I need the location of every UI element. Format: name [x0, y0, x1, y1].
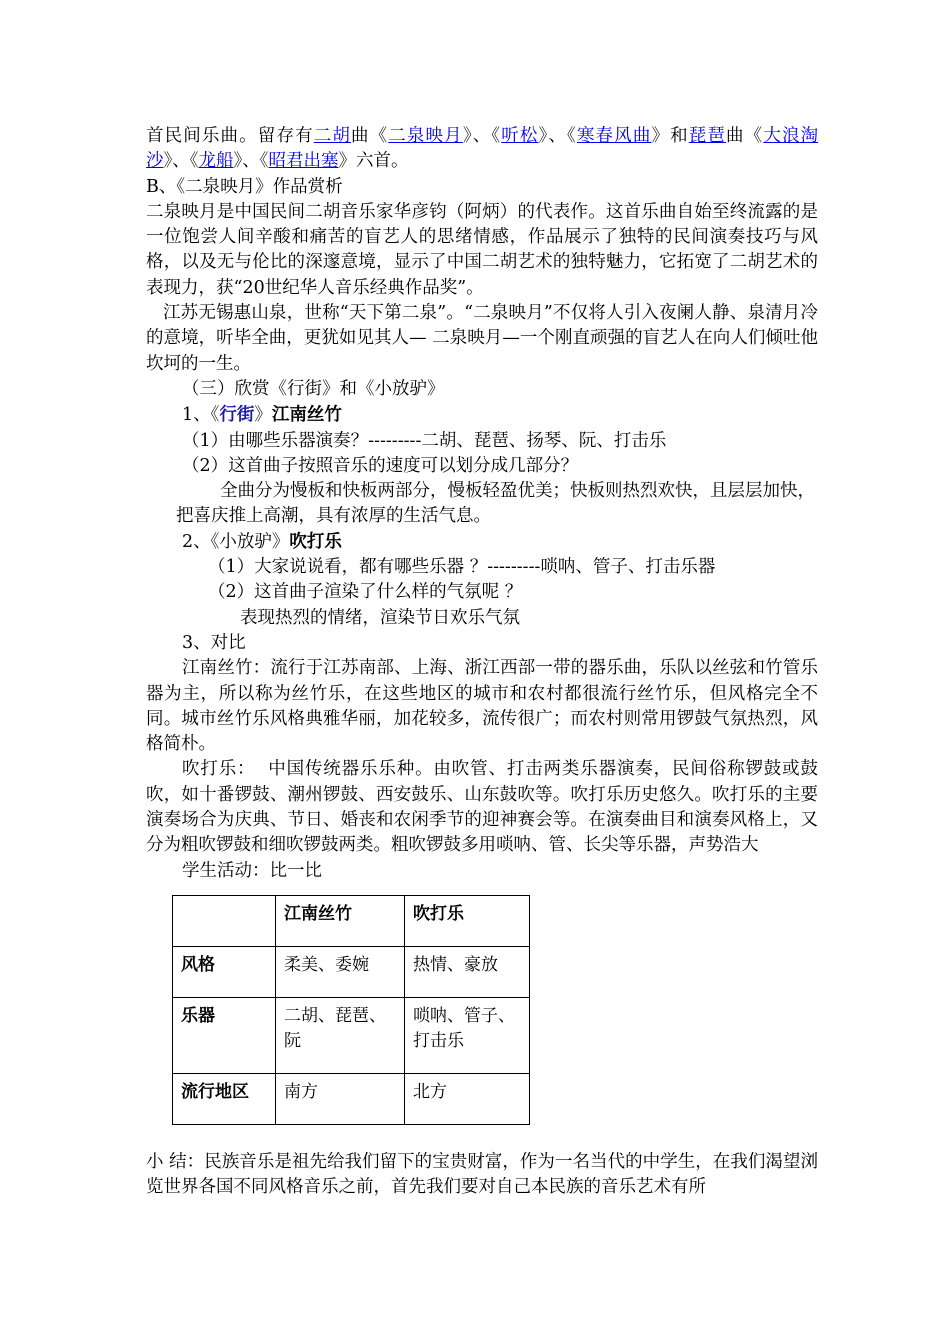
table-cell: 二胡、琵琶、阮 — [276, 998, 405, 1074]
section-b-heading: B、《二泉映月》作品赏析 — [146, 176, 343, 197]
summary-paragraph: 小 结：民族音乐是祖先给我们留下的宝贵财富，作为一名当代的中学生，在我们渴望浏览世界各国不同风格音乐之前，首先我们要对自己本民族的音乐艺术有所 — [146, 1152, 818, 1198]
table-cell: 热情、豪放 — [405, 947, 530, 998]
answer-2: 全曲分为慢板和快板两部分，慢板轻盈优美；快板则热烈欢快，且层层加快，把喜庆推上高潮，具有浓厚的生活气息。 — [176, 481, 815, 527]
paragraph-erquan-meaning: 江苏无锡惠山泉，世称“天下第二泉”。“二泉映月”不仅将人引入夜阑人静、泉清月冷的意境，听毕全曲，更犹如见其人— 二泉映月—一个刚直顽强的盲艺人在向人们倾吐他坎坷的一生。 — [146, 303, 818, 374]
paragraph-jiangnan-sizhu: 江南丝竹：流行于江苏南部、上海、浙江西部一带的器乐曲，乐队以丝弦和竹管乐器为主，所以称为丝竹乐，在这些地区的城市和农村都很流行丝竹乐，但风格完全不同。城市丝竹乐风格典雅华丽，加花较多，流传很广；而农村则常用锣鼓气氛热烈，风格简朴。 — [146, 658, 818, 755]
link-zhaojun-chusai[interactable]: 昭君出塞 — [268, 151, 339, 172]
paragraph-pieces-list — [146, 124, 818, 175]
link-longchuan[interactable]: 龙船 — [198, 151, 234, 172]
table-cell: 流行地区 — [173, 1074, 276, 1125]
text-run: 》、《 — [233, 151, 269, 172]
table-cell: 北方 — [405, 1074, 530, 1125]
text-run: 曲《 — [351, 126, 389, 146]
text-run: 首民间乐曲。留存有 — [146, 126, 314, 146]
text-run: 》、《 — [538, 126, 577, 146]
text-run: 》、《 — [163, 151, 199, 172]
item-3-heading: 3、对比 — [182, 632, 246, 653]
comparison-table — [172, 895, 530, 1125]
text-run: 曲《 — [726, 126, 764, 146]
item-2-title: 2、《小放驴》 — [182, 531, 290, 552]
link-erhu[interactable]: 二胡 — [313, 126, 351, 146]
table-cell: 风格 — [173, 947, 276, 998]
student-activity: 学生活动：比一比 — [182, 860, 322, 881]
link-hanchun-fengqu[interactable]: 寒春风曲 — [576, 126, 652, 146]
text-run: 》、《 — [462, 126, 502, 146]
text-run: 》六首。 — [338, 151, 409, 172]
table-cell: 柔美、委婉 — [276, 947, 405, 998]
paragraph-chuida: 吹打乐： 中国传统器乐乐种。由吹管、打击两类乐器演奏，民间俗称锣鼓或鼓吹，如十番锣鼓、潮州锣鼓、西安鼓乐、山东鼓吹等。吹打乐历史悠久。吹打乐的主要演奏场合为庆典、节日、婚丧和农闲季节的迎神赛会等。在演奏曲目和演奏风格上，又分为粗吹锣鼓和细吹锣鼓两类。粗吹锣鼓多用唢呐、管、长尖等乐器，声势浩大 — [146, 759, 818, 856]
item-2-genre: 吹打乐 — [289, 531, 342, 552]
paragraph-erquan-intro: 二泉映月是中国民间二胡音乐家华彦钧（阿炳）的代表作。这首乐曲自始至终流露的是一位饱尝人间辛酸和痛苦的盲艺人的思绪情感，作品展示了独特的民间演奏技巧与风格，以及无与伦比的深邃意境，显示了中国二胡艺术的独特魅力，它拓宽了二胡艺术的表现力，获“20世纪华人音乐经典作品奖”。 — [146, 201, 818, 298]
table-row — [173, 1074, 530, 1125]
table-header-cell: 江南丝竹 — [276, 896, 405, 947]
item-1-heading — [146, 403, 818, 428]
item-1-bracket: 》 — [254, 405, 272, 426]
summary-block — [146, 1150, 818, 1201]
table-row — [173, 998, 530, 1074]
table-header-cell — [173, 896, 276, 947]
link-tingsong[interactable]: 听松 — [501, 126, 539, 146]
link-erquan-yingyue[interactable]: 二泉映月 — [388, 126, 463, 146]
table-row — [173, 947, 530, 998]
item-1-number: 1、《 — [182, 405, 220, 426]
question-3: （1）大家说说看，都有哪些乐器 ？---------唢呐、管子、打击乐器 — [208, 557, 716, 578]
question-4: （2）这首曲子渲染了什么样的气氛呢 ？ — [208, 582, 523, 603]
answer-4: 表现热烈的情绪，渲染节日欢乐气氛 — [240, 607, 520, 628]
table-cell: 乐器 — [173, 998, 276, 1074]
document-body — [146, 124, 818, 884]
item-1-title: 行街 — [219, 405, 255, 426]
section-3-heading: （三）欣赏《行街》和《小放驴》 — [182, 378, 445, 399]
question-2: （2）这首曲子按照音乐的速度可以划分成几部分？ — [182, 455, 579, 476]
question-1: （1）由哪些乐器演奏？---------二胡、琵琶、扬琴、阮、打击乐 — [182, 430, 667, 451]
table-header-cell: 吹打乐 — [405, 896, 530, 947]
text-run: 》和 — [651, 126, 689, 146]
link-dalang-taosha[interactable]: 大浪淘沙 — [146, 126, 819, 172]
table-cell: 南方 — [276, 1074, 405, 1125]
table-header-row — [173, 896, 530, 947]
link-pipa[interactable]: 琵琶 — [688, 126, 727, 146]
item-1-genre: 江南丝竹 — [271, 405, 342, 426]
table-cell: 唢呐、管子、打击乐 — [405, 998, 530, 1074]
item-2-heading — [146, 530, 818, 555]
